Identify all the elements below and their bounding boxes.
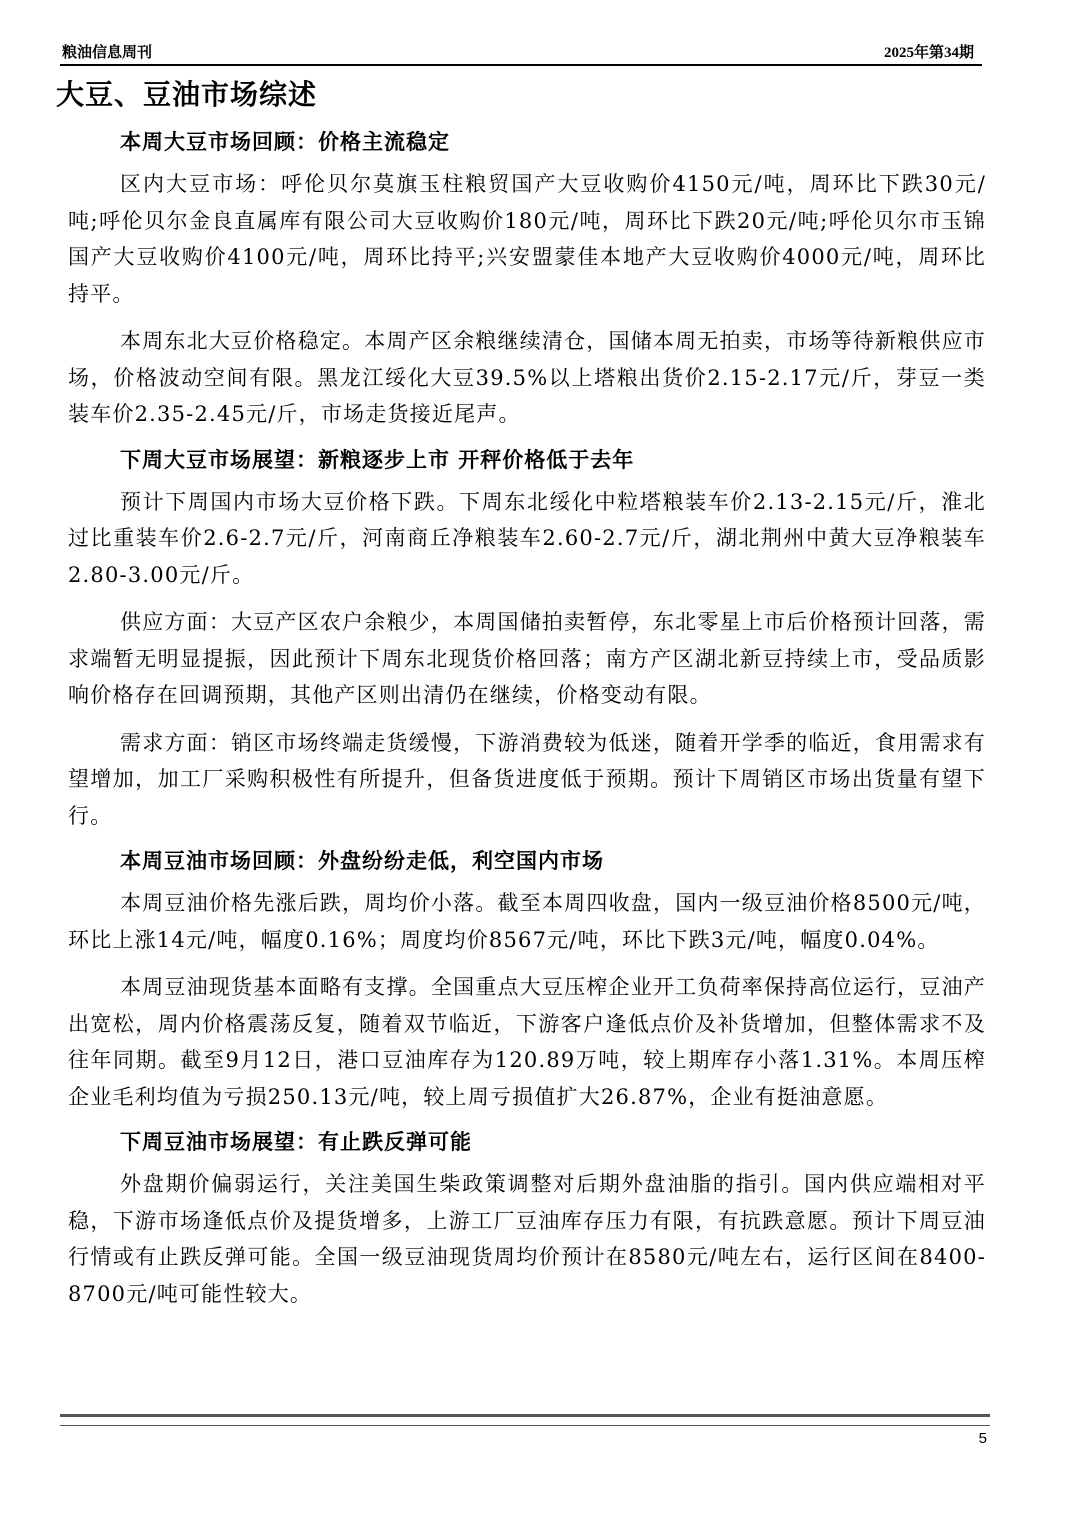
section-heading: 下周大豆市场展望：新粮逐步上市 开秤价格低于去年 xyxy=(120,446,635,472)
paragraph: 外盘期价偏弱运行，关注美国生柴政策调整对后期外盘油脂的指引。国内供应端相对平稳，下游市场逢低点价及提货增多，上游工厂豆油库存压力有限，有抗跌意愿。预计下周豆油行情或有止跌反弹可能。全国一级豆油现货周均价预计在8580元/吨左右，运行区间在8400-8700元/吨可能性较大。 xyxy=(68,1172,986,1306)
page-number: 5 xyxy=(978,1430,987,1447)
paragraph: 区内大豆市场：呼伦贝尔莫旗玉柱粮贸国产大豆收购价4150元/吨，周环比下跌30元/吨;呼伦贝尔金良直属库有限公司大豆收购价180元/吨，周环比下跌20元/吨;呼伦贝尔市玉锦国产大豆收购价4100元/吨，周环比持平;兴安盟蒙佳本地产大豆收购价4000元/吨，周环比持平。 xyxy=(68,172,986,306)
article-title: 大豆、豆油市场综述 xyxy=(56,78,318,111)
section-heading: 下周豆油市场展望：有止跌反弹可能 xyxy=(120,1129,472,1154)
section-heading: 本周豆油市场回顾：外盘纷纷走低，利空国内市场 xyxy=(120,848,604,873)
paragraph: 本周豆油现货基本面略有支撑。全国重点大豆压榨企业开工负荷率保持高位运行，豆油产出宽松，周内价格震荡反复，随着双节临近，下游客户逢低点价及补货增加，但整体需求不及往年同期。截至9月12日，港口豆油库存为120.89万吨，较上期库存小落1.31%。本周压榨企业毛利均值为亏损250.13元/吨，较上周亏损值扩大26.87%，企业有挺油意愿。 xyxy=(68,975,986,1109)
paragraph: 预计下周国内市场大豆价格下跌。下周东北绥化中粒塔粮装车价2.13-2.15元/斤，淮北过比重装车价2.6-2.7元/斤，河南商丘净粮装车2.60-2.7元/斤，湖北荆州中黄大豆净粮装车2.80-3.00元/斤。 xyxy=(68,489,986,587)
issue-number: 2025年第34期 xyxy=(883,45,974,61)
page-header xyxy=(60,38,982,66)
paragraph: 需求方面：销区市场终端走货缓慢，下游消费较为低迷，随着开学季的临近，食用需求有望增加，加工厂采购积极性有所提升，但备货进度低于预期。预计下周销区市场出货量有望下行。 xyxy=(68,730,986,828)
article-body xyxy=(56,74,986,1323)
paragraph: 本周东北大豆价格稳定。本周产区余粮继续清仓，国储本周无拍卖，市场等待新粮供应市场，价格波动空间有限。黑龙江绥化大豆39.5%以上塔粮出货价2.15-2.17元/斤，芽豆一类装车价2.35-2.45元/斤，市场走货接近尾声。 xyxy=(68,329,986,426)
publication-name: 粮油信息周刊 xyxy=(62,45,153,61)
section-heading: 本周大豆市场回顾：价格主流稳定 xyxy=(120,129,450,154)
footer-divider xyxy=(60,1414,990,1426)
paragraph: 供应方面：大豆产区农户余粮少，本周国储拍卖暂停，东北零星上市后价格预计回落，需求端暂无明显提振，因此预计下周东北现货价格回落；南方产区湖北新豆持续上市，受品质影响价格存在回调预期，其他产区则出清仍在继续，价格变动有限。 xyxy=(68,610,986,707)
paragraph: 本周豆油价格先涨后跌，周均价小落。截至本周四收盘，国内一级豆油价格8500元/吨，环比上涨14元/吨，幅度0.16%；周度均价8567元/吨，环比下跌3元/吨，幅度0.04%。 xyxy=(68,891,986,952)
